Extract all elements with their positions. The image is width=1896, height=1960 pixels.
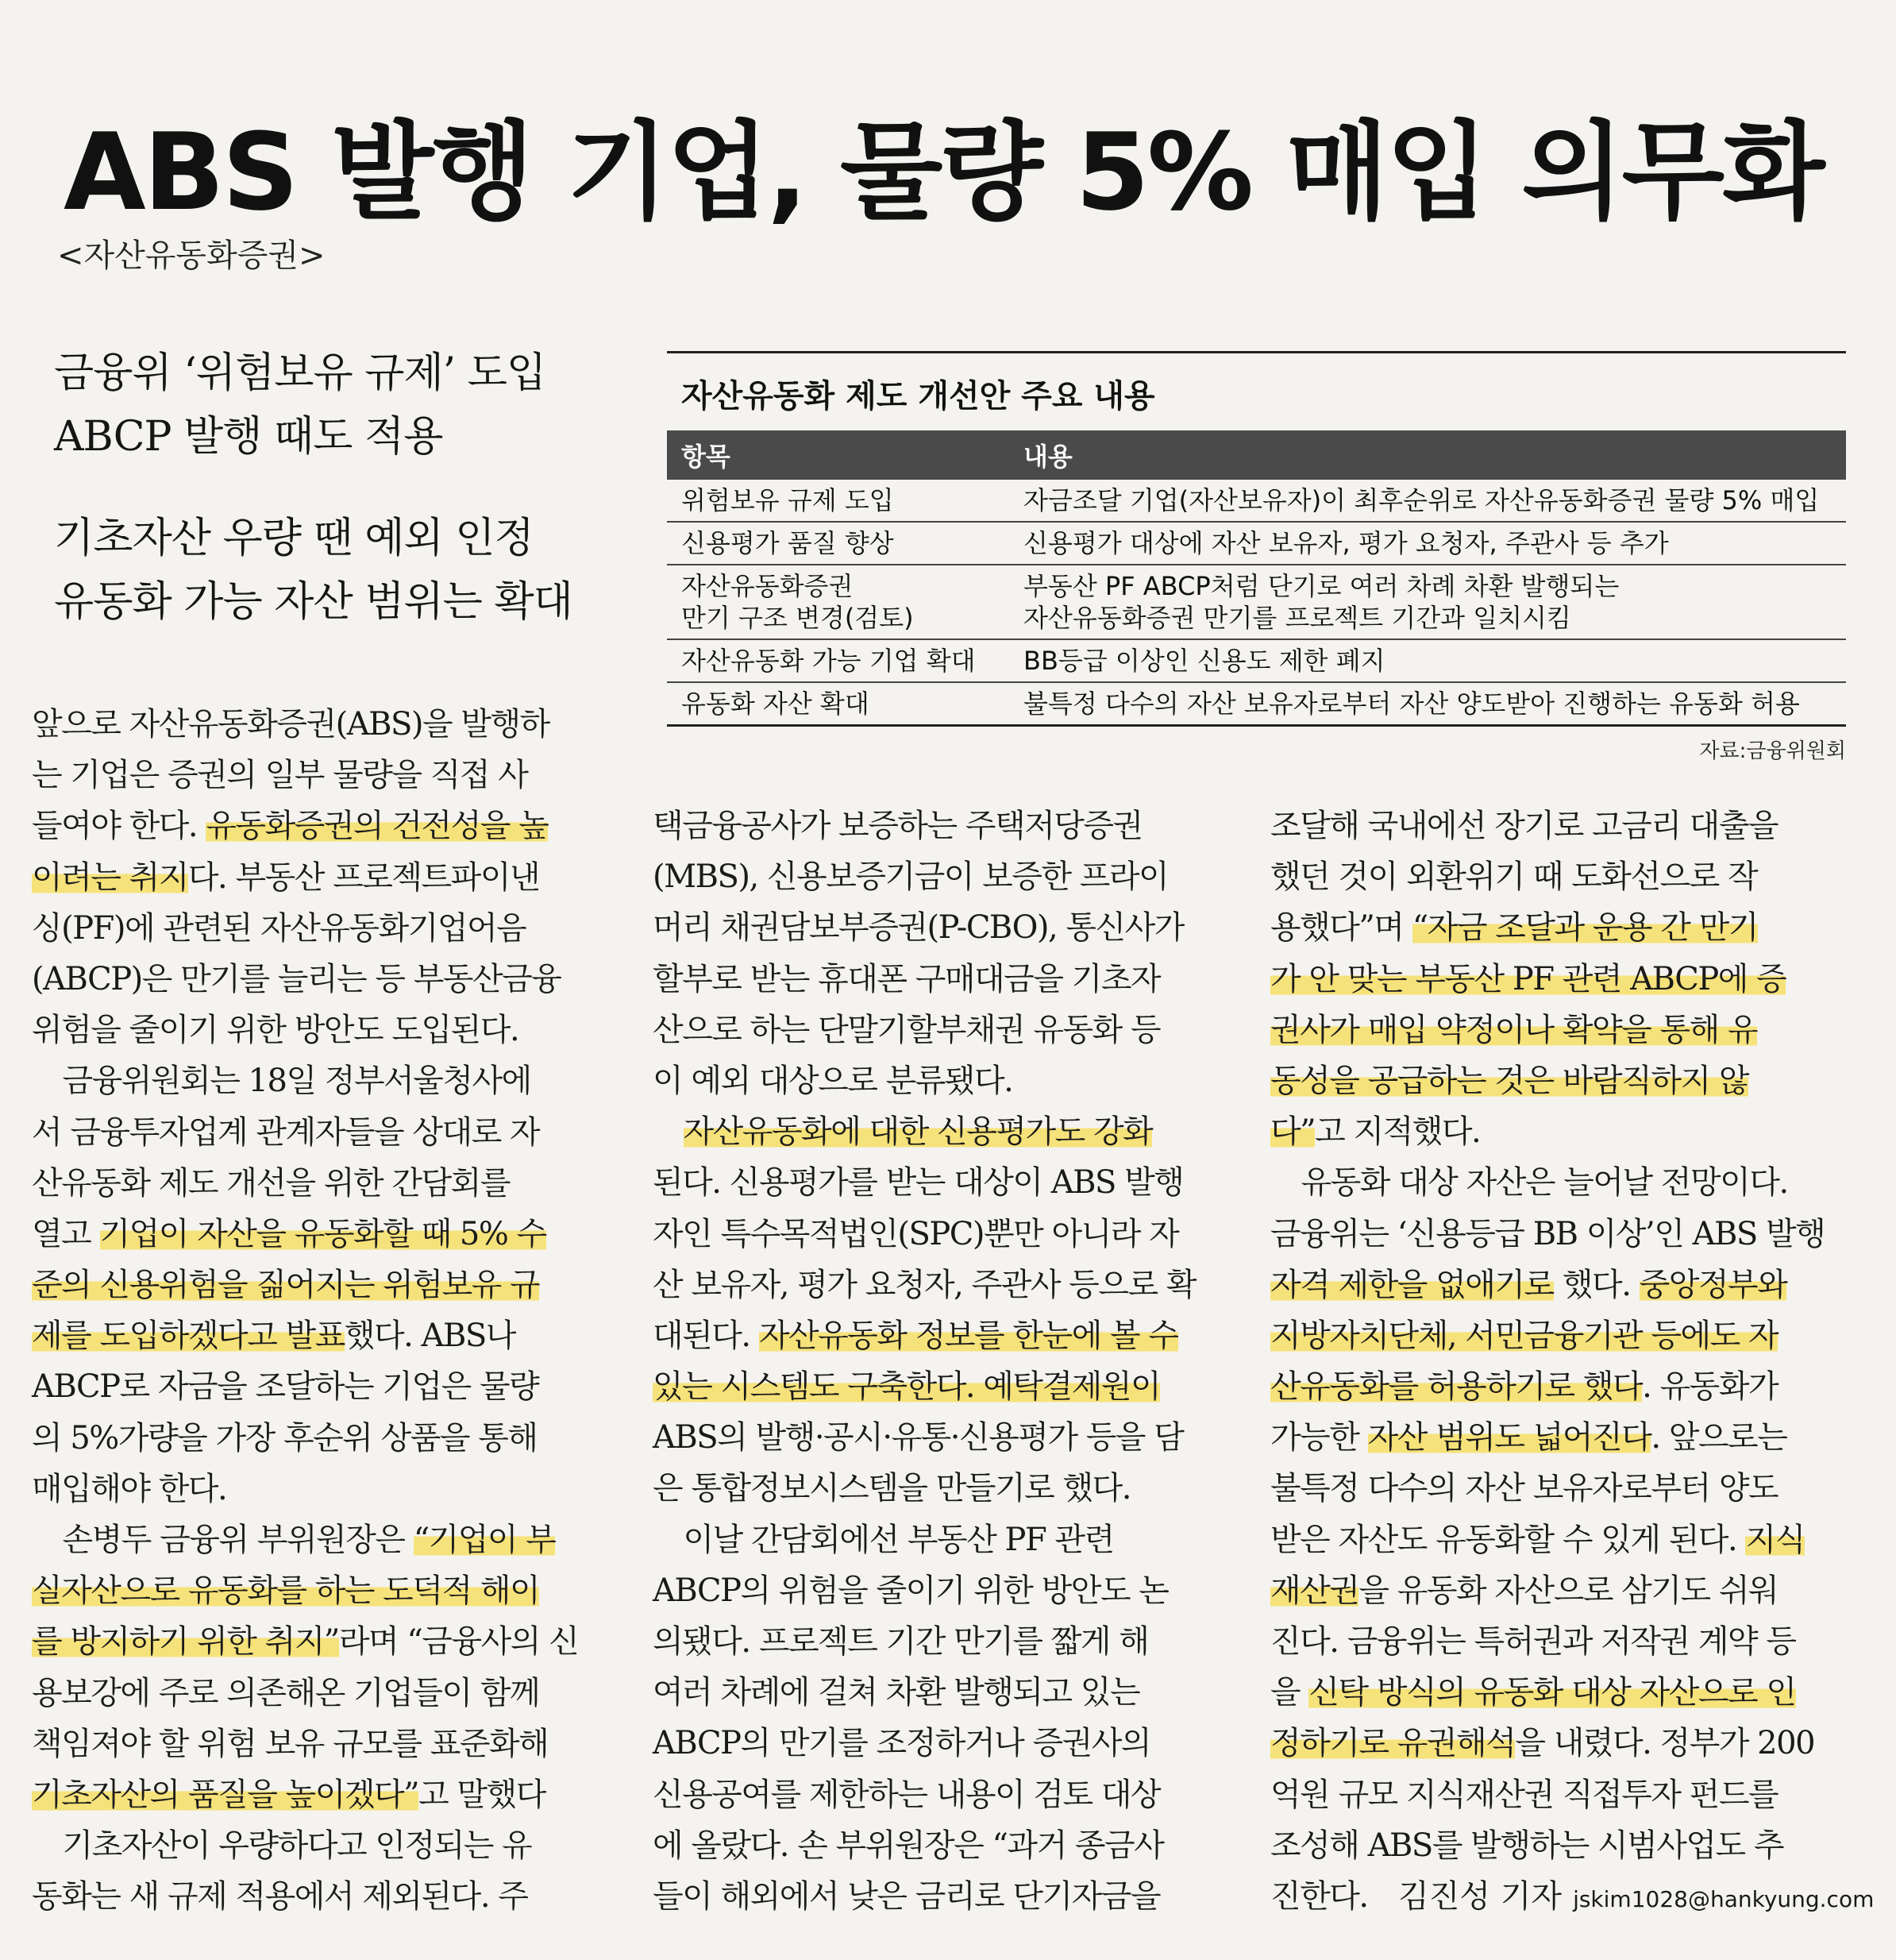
text-run: 대된다. <box>653 1317 759 1354</box>
body-line <box>1270 1310 1858 1361</box>
table-header-item: 항목 <box>667 430 1009 480</box>
subhead-group-1 <box>54 341 626 469</box>
reporter-email: jskim1028@hankyung.com <box>1573 1885 1875 1912</box>
text-run: 손병두 금융위 부위원장은 <box>32 1522 414 1558</box>
body-line <box>32 852 619 903</box>
body-line: 는 기업은 증권의 일부 물량을 직접 사 <box>32 757 528 794</box>
table-cell-content: 신용평가 대상에 자산 보유자, 평가 요청자, 주관사 등 추가 <box>1009 522 1846 565</box>
body-line <box>32 1310 619 1361</box>
category-label: <자산유동화증권> <box>57 237 326 274</box>
highlighted-text: “기업이 부 <box>413 1522 556 1558</box>
article-column-2 <box>653 801 1240 1922</box>
table-title: 자산유동화 제도 개선안 주요 내용 <box>681 378 1155 415</box>
highlighted-text: 동성을 공급하는 것은 바람직하지 않 <box>1270 1062 1748 1099</box>
highlighted-text: 를 방지하기 위한 취지” <box>32 1623 339 1661</box>
table-row <box>667 565 1846 639</box>
table-cell-content: 부동산 PF ABCP처럼 단기로 여러 차례 차환 발행되는 자산유동화증권 만기를 프로젝트 기간과 일치시킴 <box>1009 565 1846 639</box>
body-line: 머리 채권담보부증권(P-CBO), 통신사가 <box>653 909 1184 947</box>
body-line <box>1270 902 1858 953</box>
body-line: 택금융공사가 보증하는 주택저당증권 <box>653 808 1143 844</box>
body-line: 에 올랐다. 손 부위원장은 “과거 종금사 <box>653 1827 1164 1864</box>
text-run: 고 지적했다. <box>1315 1113 1481 1151</box>
highlighted-text: 이려는 취지 <box>32 858 188 896</box>
highlighted-text: “자금 조달과 운용 간 만기 <box>1412 909 1758 947</box>
body-line: 불특정 다수의 자산 보유자로부터 양도 <box>1270 1470 1778 1507</box>
body-line: 억원 규모 지식재산권 직접투자 펀드를 <box>1270 1776 1778 1813</box>
text-run: . 앞으로는 <box>1651 1419 1787 1456</box>
headline: ABS 발행 기업, 물량 5% 매입 의무화 <box>64 110 1823 234</box>
table-cell-item: 자산유동화증권 만기 구조 변경(검토) <box>667 565 1009 639</box>
subhead-group-2 <box>54 507 626 634</box>
body-line: 산 보유자, 평가 요청자, 주관사 등으로 확 <box>653 1266 1196 1303</box>
text-run: 가능한 <box>1270 1419 1368 1456</box>
byline: 김진성 기자 <box>1398 1877 1563 1915</box>
body-line: 이 예외 대상으로 분류됐다. <box>653 1062 1013 1099</box>
subhead-line: 기초자산 우량 땐 예외 인정 <box>54 515 534 562</box>
body-line: 진다. 금융위는 특허권과 저작권 계약 등 <box>1270 1623 1796 1660</box>
body-line <box>32 1260 619 1310</box>
body-line <box>32 801 619 851</box>
body-line: ABCP의 위험을 줄이기 위한 방안도 논 <box>653 1572 1169 1609</box>
highlighted-text: 제를 도입하겠다고 발표 <box>32 1318 345 1355</box>
highlighted-text: 실자산으로 유동화를 하는 도덕적 해이 <box>32 1572 540 1610</box>
table-cell-content: BB등급 이상인 신용도 제한 폐지 <box>1009 639 1846 682</box>
body-line <box>1270 1260 1858 1310</box>
highlighted-text: 산유동화를 허용하기로 했다 <box>1270 1368 1643 1406</box>
table-header-row <box>667 430 1846 480</box>
text-run: 했다. <box>1553 1266 1640 1303</box>
text-run: . 유동화가 <box>1642 1368 1778 1406</box>
body-line <box>1270 954 1858 1005</box>
body-line <box>1270 1005 1858 1055</box>
table-row <box>667 639 1846 682</box>
body-line <box>1270 1106 1858 1157</box>
body-line: 이날 간담회에선 부동산 PF 관련 <box>653 1521 1114 1558</box>
text-run: 고 말했다 <box>418 1776 545 1813</box>
body-line: 여러 차례에 걸쳐 차환 발행되고 있는 <box>653 1674 1140 1711</box>
body-line: 의 5%가량을 가장 후순위 상품을 통해 <box>32 1419 538 1456</box>
body-line <box>1270 1667 1858 1718</box>
subheadlines <box>54 341 626 634</box>
body-line: 기초자산이 우량하다고 인정되는 유 <box>32 1827 532 1865</box>
text-run: 했다. ABS나 <box>344 1318 515 1355</box>
body-line: 들이 해외에서 낮은 금리로 단기자금을 <box>653 1877 1161 1915</box>
text-run: 진한다. <box>1270 1877 1368 1915</box>
body-line: 앞으로 자산유동화증권(ABS)을 발행하 <box>32 706 549 743</box>
body-line <box>1270 1871 1875 1922</box>
text-run: 받은 자산도 유동화할 수 있게 된다. <box>1270 1521 1746 1558</box>
highlighted-text: 자산 범위도 넓어진다 <box>1367 1419 1651 1456</box>
body-line: 책임져야 할 위험 보유 규모를 표준화해 <box>32 1725 549 1762</box>
body-line: 산으로 하는 단말기할부채권 유동화 등 <box>653 1011 1161 1048</box>
table-cell-item: 위험보유 규제 도입 <box>667 480 1009 522</box>
text-run: 다. 부동산 프로젝트파이낸 <box>187 858 540 896</box>
body-line: 유동화 대상 자산은 늘어날 전망이다. <box>1270 1164 1788 1202</box>
highlighted-text: 자산유동화에 대한 신용평가도 강화 <box>683 1113 1153 1151</box>
text-run: 을 내렸다. 정부가 200 <box>1515 1725 1815 1762</box>
table-cell-content: 자금조달 기업(자산보유자)이 최후순위로 자산유동화증권 물량 5% 매입 <box>1009 480 1846 522</box>
body-line <box>32 1209 619 1260</box>
highlighted-text: 다” <box>1270 1113 1316 1151</box>
body-line <box>1270 1718 1858 1769</box>
highlighted-text: 유동화증권의 건전성을 높 <box>206 808 549 845</box>
table-cell-content: 불특정 다수의 자산 보유자로부터 자산 양도받아 진행하는 유동화 허용 <box>1009 682 1846 726</box>
text-run: 열고 <box>32 1215 100 1252</box>
highlighted-text: 정하기로 유권해석 <box>1270 1725 1516 1762</box>
table-row <box>667 682 1846 726</box>
body-line: 산유동화 제도 개선을 위한 간담회를 <box>32 1164 510 1202</box>
highlighted-text: 가 안 맞는 부동산 PF 관련 ABCP에 증 <box>1270 960 1786 997</box>
body-line: (ABCP)은 만기를 늘리는 등 부동산금융 <box>32 960 561 997</box>
text-run: 용했다”며 <box>1270 909 1412 947</box>
table-cell-item: 신용평가 품질 향상 <box>667 522 1009 565</box>
highlighted-text: 기초자산의 품질을 높이겠다” <box>32 1776 419 1813</box>
highlighted-text: 권사가 매입 약정이나 확약을 통해 유 <box>1270 1011 1758 1048</box>
body-line: 금융위원회는 18일 정부서울청사에 <box>32 1063 531 1100</box>
subhead-line: 금융위 ‘위험보유 규제’ 도입 <box>54 349 546 397</box>
body-line <box>1270 1055 1858 1106</box>
highlighted-text: 지식 <box>1745 1521 1805 1558</box>
body-line: ABCP로 자금을 조달하는 기업은 물량 <box>32 1368 539 1406</box>
body-line <box>32 1565 619 1616</box>
body-line: 서 금융투자업계 관계자들을 상대로 자 <box>32 1113 540 1151</box>
body-line: 신용공여를 제한하는 내용이 검토 대상 <box>653 1776 1161 1813</box>
highlighted-text: 기업이 자산을 유동화할 때 5% 수 <box>99 1215 546 1252</box>
article-column-1 <box>32 699 619 1923</box>
text-run: 라며 “금융사의 신 <box>338 1623 579 1661</box>
body-line <box>32 1616 619 1667</box>
body-line: 용보강에 주로 의존해온 기업들이 함께 <box>32 1674 540 1711</box>
body-line: 의됐다. 프로젝트 기간 만기를 짧게 해 <box>653 1623 1149 1660</box>
highlighted-text: 신탁 방식의 유동화 대상 자산으로 인 <box>1308 1674 1796 1711</box>
highlighted-text: 자산유동화 정보를 한눈에 볼 수 <box>758 1317 1178 1354</box>
table-header-content: 내용 <box>1009 430 1846 480</box>
table-cell-item: 유동화 자산 확대 <box>667 682 1009 726</box>
body-line: 자인 특수목적법인(SPC)뿐만 아니라 자 <box>653 1215 1179 1252</box>
body-line: 매입해야 한다. <box>32 1470 227 1507</box>
subhead-line: 유동화 가능 자산 범위는 확대 <box>54 578 572 626</box>
body-line: ABCP의 만기를 조정하거나 증권사의 <box>653 1725 1151 1762</box>
article-column-3 <box>1270 801 1875 1922</box>
table-row <box>667 480 1846 522</box>
text-run: 을 유동화 자산으로 삼기도 쉬워 <box>1358 1572 1778 1609</box>
table-cell-item: 자산유동화 가능 기업 확대 <box>667 639 1009 682</box>
subhead-line: ABCP 발행 때도 적용 <box>54 413 443 461</box>
highlighted-text: 있는 시스템도 구축한다. 예탁결제원이 <box>653 1368 1161 1406</box>
table-source: 자료:금융위원회 <box>1699 739 1846 763</box>
body-line <box>1270 1514 1858 1565</box>
body-line <box>653 1106 1240 1157</box>
highlighted-text: 준의 신용위험을 짊어지는 위험보유 규 <box>32 1267 540 1304</box>
info-table <box>667 430 1846 727</box>
body-line <box>32 1769 619 1820</box>
body-line <box>1270 1565 1858 1616</box>
body-line: 된다. 신용평가를 받는 대상이 ABS 발행 <box>653 1164 1184 1202</box>
body-line <box>653 1361 1240 1412</box>
highlighted-text: 중앙정부와 <box>1639 1266 1787 1303</box>
highlighted-text: 재산권 <box>1270 1572 1359 1609</box>
body-line: 싱(PF)에 관련된 자산유동화기업어음 <box>32 909 526 947</box>
body-line: 했던 것이 외환위기 때 도화선으로 작 <box>1270 858 1758 896</box>
text-run: 들여야 한다. <box>32 808 206 845</box>
body-line: 할부로 받는 휴대폰 구매대금을 기초자 <box>653 960 1161 997</box>
body-line: ABS의 발행·공시·유통·신용평가 등을 담 <box>653 1419 1184 1456</box>
body-line: 조달해 국내에선 장기로 고금리 대출을 <box>1270 808 1778 844</box>
body-line <box>653 1310 1240 1361</box>
body-line: (MBS), 신용보증기금이 보증한 프라이 <box>653 858 1169 896</box>
info-table-box <box>667 351 1846 764</box>
body-line: 위험을 줄이기 위한 방안도 도입된다. <box>32 1012 519 1049</box>
body-line: 조성해 ABS를 발행하는 시범사업도 추 <box>1270 1827 1784 1864</box>
body-line <box>1270 1412 1858 1463</box>
body-line <box>1270 1361 1858 1412</box>
table-row <box>667 522 1846 565</box>
body-line: 금융위는 ‘신용등급 BB 이상’인 ABS 발행 <box>1270 1215 1825 1252</box>
body-line: 동화는 새 규제 적용에서 제외된다. 주 <box>32 1878 528 1916</box>
body-line <box>32 1514 619 1565</box>
highlighted-text: 자격 제한을 없애기로 <box>1270 1266 1554 1303</box>
body-line: 은 통합정보시스템을 만들기로 했다. <box>653 1470 1131 1507</box>
highlighted-text: 지방자치단체, 서민금융기관 등에도 자 <box>1270 1317 1778 1354</box>
text-run: 을 <box>1270 1674 1309 1711</box>
